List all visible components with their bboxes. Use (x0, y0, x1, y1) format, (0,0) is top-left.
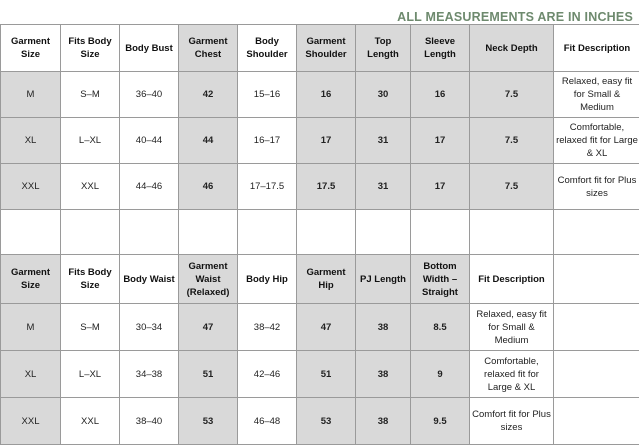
header-cell: Garment Hip (297, 255, 356, 304)
table-cell: 44–46 (120, 164, 179, 210)
table-cell: XXL (61, 398, 120, 445)
table-cell: 38 (356, 398, 411, 445)
table-cell: 17–17.5 (238, 164, 297, 210)
empty-cell (470, 210, 554, 255)
table-cell: 46 (179, 164, 238, 210)
table-cell: S–M (61, 72, 120, 118)
table-cell: Comfortable, relaxed fit for Large & XL (470, 351, 554, 398)
header-cell: Body Shoulder (238, 25, 297, 72)
table-row (1, 118, 639, 164)
table-cell: 17 (297, 118, 356, 164)
table-cell: 47 (297, 304, 356, 351)
table-cell: M (1, 72, 61, 118)
empty-cell (238, 210, 297, 255)
table-cell: 42–46 (238, 351, 297, 398)
table-cell: XL (1, 118, 61, 164)
table-row (1, 304, 639, 351)
table-cell: 51 (297, 351, 356, 398)
bottom-header-row (1, 255, 639, 304)
empty-cell (356, 210, 411, 255)
empty-cell (179, 210, 238, 255)
table-cell: L–XL (61, 351, 120, 398)
header-cell: Fits Body Size (61, 255, 120, 304)
table-cell: M (1, 304, 61, 351)
empty-cell (1, 210, 61, 255)
header-cell (554, 255, 639, 304)
table-cell: 16 (411, 72, 470, 118)
header-cell: Neck Depth (470, 25, 554, 72)
table-cell: S–M (61, 304, 120, 351)
table-cell: 36–40 (120, 72, 179, 118)
table-cell (554, 351, 639, 398)
table-cell: Comfort fit for Plus sizes (470, 398, 554, 445)
table-cell: Comfort fit for Plus sizes (554, 164, 639, 210)
table-cell: 47 (179, 304, 238, 351)
size-chart-table (0, 24, 639, 445)
table-row (1, 164, 639, 210)
top-header-row (1, 25, 639, 72)
table-cell: L–XL (61, 118, 120, 164)
table-cell: 51 (179, 351, 238, 398)
measurement-note: ALL MEASUREMENTS ARE IN INCHES (397, 10, 633, 24)
table-cell: 16–17 (238, 118, 297, 164)
table-cell: 44 (179, 118, 238, 164)
table-cell: 31 (356, 118, 411, 164)
header-cell: Fit Description (470, 255, 554, 304)
empty-cell (411, 210, 470, 255)
table-cell: XXL (1, 164, 61, 210)
table-cell: Relaxed, easy fit for Small & Medium (470, 304, 554, 351)
table-cell: 30–34 (120, 304, 179, 351)
table-cell: 53 (179, 398, 238, 445)
empty-cell (120, 210, 179, 255)
table-row (1, 351, 639, 398)
table-cell: 46–48 (238, 398, 297, 445)
table-cell: 17.5 (297, 164, 356, 210)
table-cell: 31 (356, 164, 411, 210)
header-cell: PJ Length (356, 255, 411, 304)
table-cell: 15–16 (238, 72, 297, 118)
table-cell: Comfortable, relaxed fit for Large & XL (554, 118, 639, 164)
table-cell: 34–38 (120, 351, 179, 398)
table-cell: Relaxed, easy fit for Small & Medium (554, 72, 639, 118)
empty-cell (61, 210, 120, 255)
table-cell: XXL (1, 398, 61, 445)
table-cell: 9.5 (411, 398, 470, 445)
table-cell: 40–44 (120, 118, 179, 164)
empty-cell (554, 210, 639, 255)
table-cell: XL (1, 351, 61, 398)
header-cell: Garment Shoulder (297, 25, 356, 72)
table-cell: 38 (356, 351, 411, 398)
header-cell: Body Waist (120, 255, 179, 304)
table-cell: 16 (297, 72, 356, 118)
header-cell: Body Hip (238, 255, 297, 304)
header-cell: Garment Size (1, 25, 61, 72)
table-cell: 38–40 (120, 398, 179, 445)
header-cell: Garment Size (1, 255, 61, 304)
table-cell: 38–42 (238, 304, 297, 351)
table-cell: 17 (411, 164, 470, 210)
header-cell: Sleeve Length (411, 25, 470, 72)
table-cell: XXL (61, 164, 120, 210)
table-row (1, 398, 639, 445)
header-cell: Body Bust (120, 25, 179, 72)
table-cell: 7.5 (470, 118, 554, 164)
header-cell: Garment Waist (Relaxed) (179, 255, 238, 304)
spacer-row (1, 210, 639, 255)
table-cell: 17 (411, 118, 470, 164)
table-cell: 38 (356, 304, 411, 351)
header-cell: Bottom Width – Straight (411, 255, 470, 304)
header-cell: Top Length (356, 25, 411, 72)
header-cell: Fit Description (554, 25, 639, 72)
header-cell: Garment Chest (179, 25, 238, 72)
table-row (1, 72, 639, 118)
table-cell (554, 304, 639, 351)
table-cell: 7.5 (470, 72, 554, 118)
table-cell: 53 (297, 398, 356, 445)
table-cell: 8.5 (411, 304, 470, 351)
table-cell: 9 (411, 351, 470, 398)
table-cell: 30 (356, 72, 411, 118)
table-cell: 7.5 (470, 164, 554, 210)
empty-cell (297, 210, 356, 255)
table-cell (554, 398, 639, 445)
header-cell: Fits Body Size (61, 25, 120, 72)
table-cell: 42 (179, 72, 238, 118)
